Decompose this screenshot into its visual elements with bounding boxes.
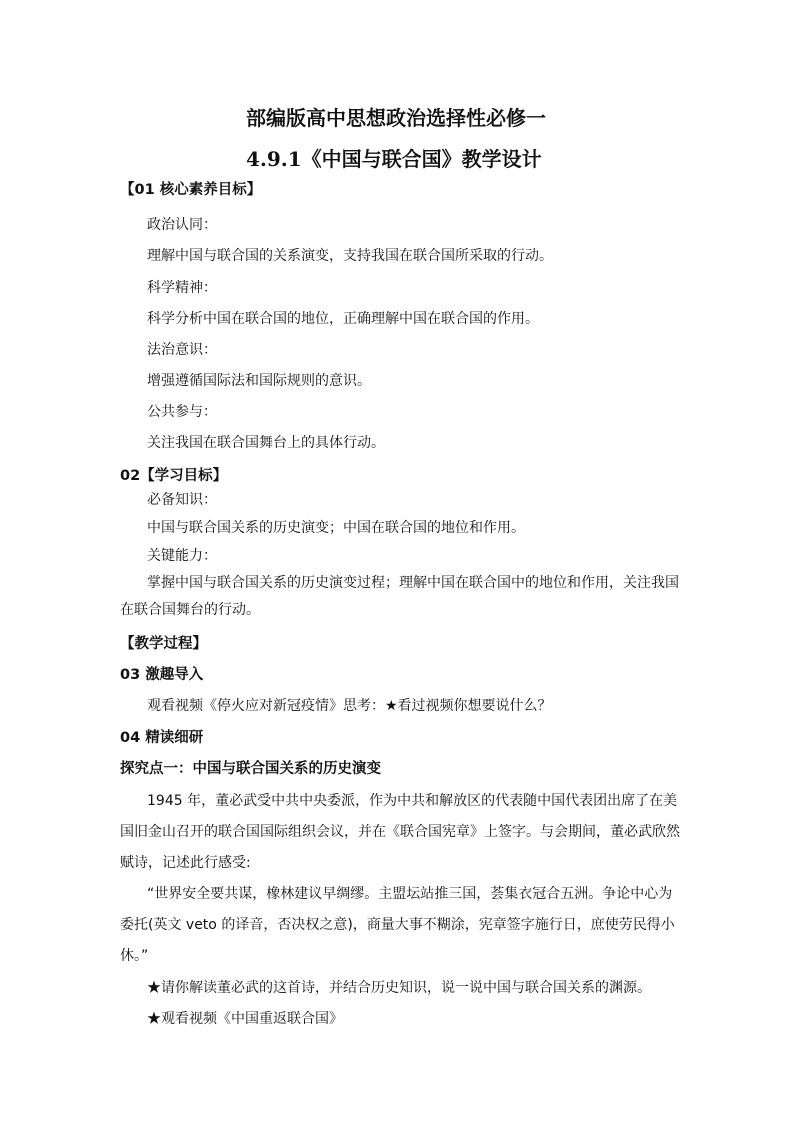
- document-subtitle: 4.9.1《中国与联合国》教学设计: [246, 147, 542, 171]
- section-heading-core-literacy: 【01 核心素养目标】: [120, 182, 262, 198]
- poem-line: “世界安全要共谋，橡林建议早绸缪。主盟坛站推三国，荟集衣冠合五洲。争论中心为: [147, 886, 673, 902]
- item-label: 公共参与：: [147, 404, 217, 420]
- section-heading-intro: 03 激趣导入: [120, 667, 204, 683]
- item-label: 关键能力：: [147, 548, 217, 564]
- paragraph-line: 1945 年，董必武受中共中央委派，作为中共和解放区的代表随中国代表团出席了在美: [147, 793, 678, 809]
- explore-heading: 探究点一：中国与联合国关系的历史演变: [120, 761, 381, 777]
- item-text: 掌握中国与联合国关系的历史演变过程；理解中国在联合国中的地位和作用，关注我国: [147, 575, 679, 591]
- item-text: 理解中国与联合国的关系演变，支持我国在联合国所采取的行动。: [147, 248, 553, 264]
- item-text: 科学分析中国在联合国的地位，正确理解中国在联合国的作用。: [147, 311, 539, 327]
- item-text: 关注我国在联合国舞台上的具体行动。: [147, 435, 385, 451]
- section-heading-teaching-process: 【教学过程】: [120, 636, 207, 652]
- item-label: 必备知识：: [147, 492, 217, 508]
- item-label: 政治认同：: [147, 217, 217, 233]
- section-heading-close-reading: 04 精读细研: [120, 730, 204, 746]
- item-text: 在联合国舞台的行动。: [120, 602, 260, 618]
- task-line: ★请你解读董必武的这首诗，并结合历史知识，说一说中国与联合国关系的渊源。: [147, 980, 651, 996]
- section-heading-learning-goals: 02【学习目标】: [120, 468, 228, 484]
- paragraph-line: 赋诗，记述此行感受:: [120, 855, 251, 871]
- item-text: 增强遵循国际法和国际规则的意识。: [147, 373, 371, 389]
- document-title: 部编版高中思想政治选择性必修一: [246, 106, 546, 130]
- task-line: ★观看视频《中国重返联合国》: [147, 1011, 343, 1027]
- poem-line: 委托(英文 veto 的译音，否决权之意)，商量大事不糊涂，宪章签字施行日，庶使劳民得小: [120, 917, 675, 933]
- poem-line: 休。”: [120, 948, 149, 964]
- paragraph-line: 国旧金山召开的联合国国际组织会议，并在《联合国宪章》上签字。与会期间，董必武欣然: [120, 824, 680, 840]
- item-label: 法治意识：: [147, 342, 217, 358]
- item-text: 中国与联合国关系的历史演变；中国在联合国的地位和作用。: [147, 520, 525, 536]
- item-label: 科学精神：: [147, 280, 217, 296]
- intro-text: 观看视频《停火应对新冠疫情》思考：★看过视频你想要说什么？: [147, 698, 552, 714]
